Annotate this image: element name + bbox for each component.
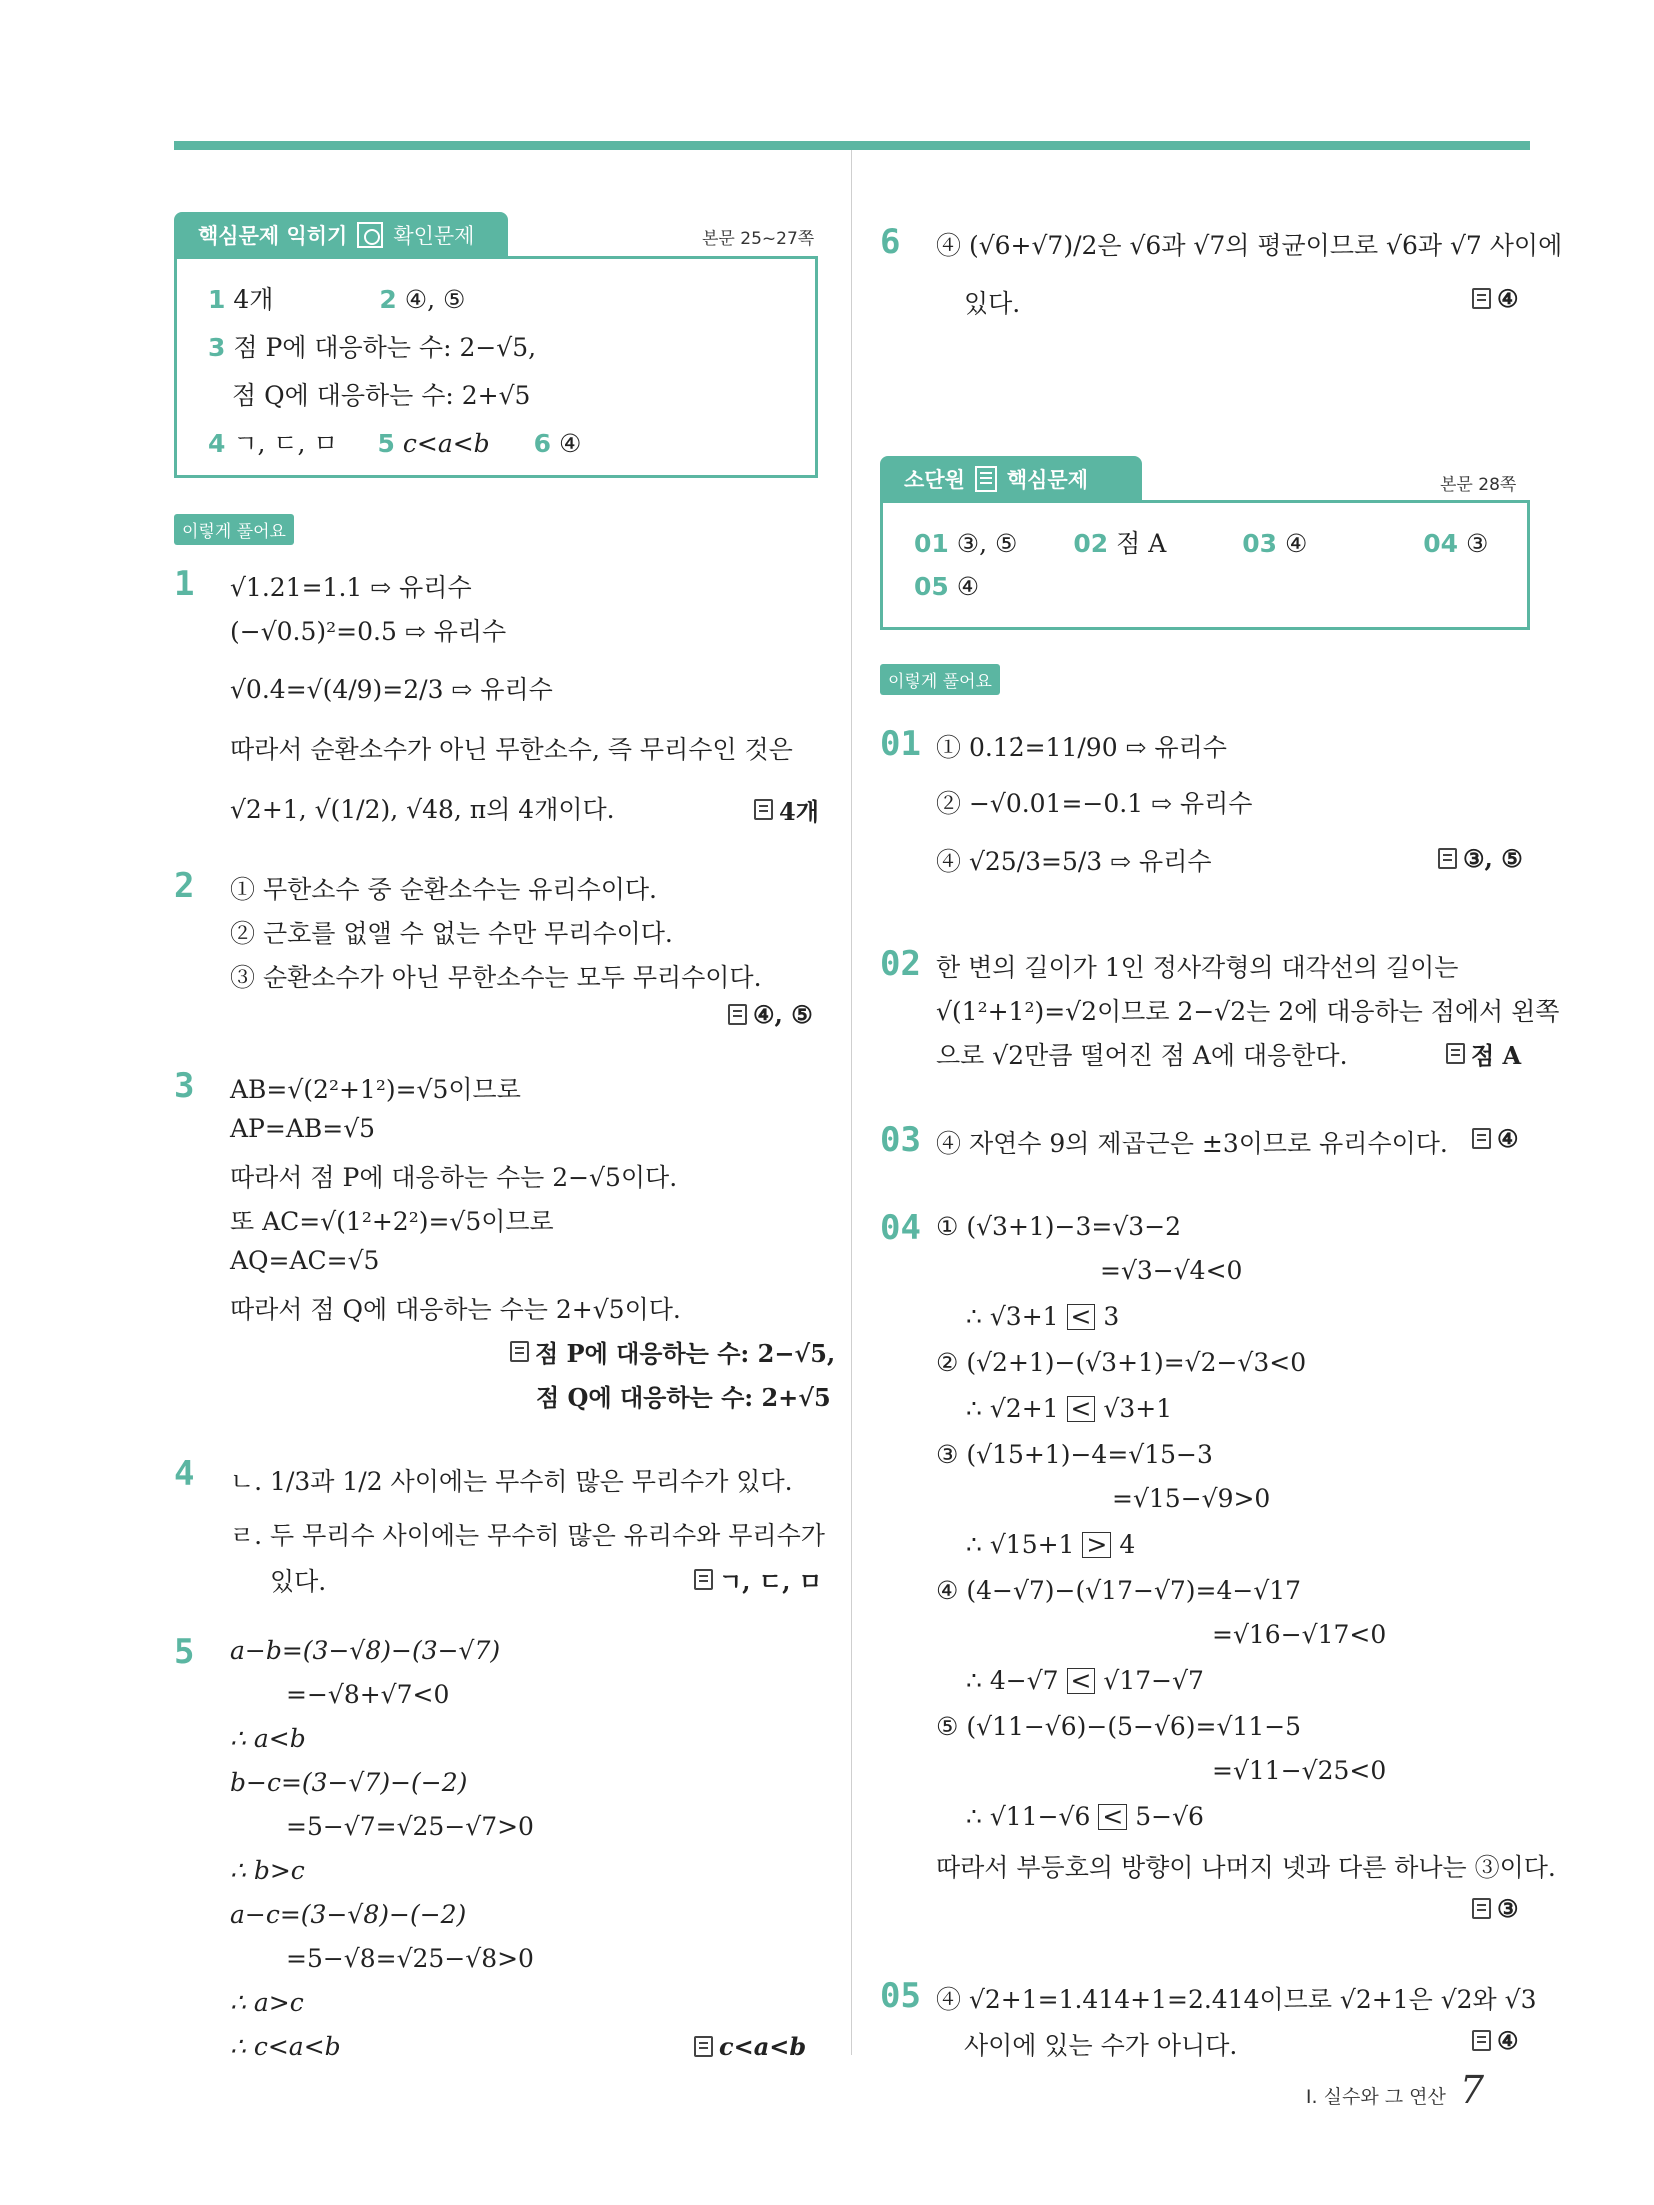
- document-icon: [975, 466, 997, 492]
- q02-line-2: √(1²+1²)=√2이므로 2−√2는 2에 대응하는 점에서 왼쪽: [936, 997, 1560, 1026]
- q04-line-3: ∴ √3+1 < 3: [966, 1302, 1120, 1331]
- right-box-title: 소단원: [904, 468, 965, 492]
- q03-number: 03: [880, 1120, 921, 1160]
- left-answer-row-2: 3 점 P에 대응하는 수: 2−√5,: [208, 333, 537, 362]
- answer-icon: [694, 2036, 713, 2057]
- p5-line-6: ∴ b>c: [230, 1856, 305, 1885]
- p3-line-4: 또 AC=√(1²+2²)=√5이므로: [230, 1207, 554, 1236]
- q04-line-4: ② (√2+1)−(√3+1)=√2−√3<0: [936, 1348, 1307, 1377]
- q01-line-1: ① 0.12̇=11/90 ⇨ 유리수: [936, 733, 1227, 762]
- answer-icon: [1472, 288, 1491, 309]
- q05-number: 05: [880, 1976, 921, 2016]
- q04-line-7: =√15−√9>0: [1112, 1484, 1271, 1513]
- q05-line-1: ④ √2+1=1.414+1=2.414이므로 √2+1은 √2와 √3: [936, 1985, 1537, 2014]
- p6-answer: ④: [1472, 284, 1519, 313]
- p4-line-2: ㄹ. 두 무리수 사이에는 무수히 많은 유리수와 무리수가: [230, 1521, 825, 1550]
- q04-line-9: ④ (4−√7)−(√17−√7)=4−√17: [936, 1576, 1302, 1605]
- answer-icon: [754, 799, 773, 820]
- p5-line-2: =−√8+√7<0: [286, 1680, 450, 1709]
- p3-line-3: 따라서 점 P에 대응하는 수는 2−√5이다.: [230, 1163, 678, 1192]
- p5-line-8: =5−√8=√25−√8>0: [286, 1944, 534, 1973]
- p2-line-3: ③ 순환소수가 아닌 무한소수는 모두 무리수이다.: [230, 963, 762, 992]
- top-rule: [174, 141, 1530, 150]
- answer-icon: [728, 1004, 747, 1025]
- q02-answer: 점 A: [1446, 1036, 1521, 1071]
- p4-answer: ㄱ, ㄷ, ㅁ: [694, 1562, 822, 1597]
- q01-line-2: ② −√0.01=−0.1 ⇨ 유리수: [936, 789, 1253, 818]
- left-answer-row-3: 점 Q에 대응하는 수: 2+√5: [232, 381, 531, 410]
- p2-line-2: ② 근호를 없앨 수 없는 수만 무리수이다.: [230, 919, 673, 948]
- answer-icon: [1472, 2030, 1491, 2051]
- right-box-page-ref: 본문 28쪽: [1440, 475, 1517, 495]
- p1-line-3: √0.4̇=√(4/9)=2/3 ⇨ 유리수: [230, 675, 553, 704]
- q04-line-12: ⑤ (√11−√6)−(5−√6)=√11−5: [936, 1712, 1302, 1741]
- problem-6-number: 6: [880, 222, 901, 262]
- p3-line-1: AB=√(2²+1²)=√5이므로: [230, 1075, 521, 1104]
- p2-line-1: ① 무한소수 중 순환소수는 유리수이다.: [230, 875, 657, 904]
- q02-line-1: 한 변의 길이가 1인 정사각형의 대각선의 길이는: [936, 953, 1459, 982]
- q03-answer: ④: [1472, 1124, 1519, 1153]
- problem-5-number: 5: [174, 1632, 195, 1672]
- left-answer-row-1: 1 4개 2 ④, ⑤: [208, 285, 466, 314]
- q01-number: 01: [880, 724, 921, 764]
- q05-line-2: 사이에 있는 수가 아니다.: [964, 2031, 1238, 2060]
- q03-line-1: ④ 자연수 9의 제곱근은 ±3이므로 유리수이다.: [936, 1129, 1448, 1158]
- p3-answer-2: 점 Q에 대응하는 수: 2+√5: [536, 1383, 831, 1412]
- p5-line-5: =5−√7=√25−√7>0: [286, 1812, 534, 1841]
- left-box-page-ref: 본문 25~27쪽: [702, 229, 815, 249]
- q04-line-15: 따라서 부등호의 방향이 나머지 넷과 다른 하나는 ③이다.: [936, 1853, 1556, 1882]
- problem-1-number: 1: [174, 564, 195, 604]
- q04-answer: ③: [1472, 1894, 1519, 1923]
- p3-line-5: AQ=AC=√5: [230, 1246, 380, 1275]
- answer-icon: [694, 1569, 713, 1590]
- right-answer-box: [880, 500, 1530, 630]
- left-box-subtitle: 확인문제: [393, 224, 475, 248]
- answer-icon: [1472, 1128, 1491, 1149]
- left-answer-row-4: 4 ㄱ, ㄷ, ㅁ 5 c<a<b 6 ④: [208, 429, 582, 458]
- q04-line-6: ③ (√15+1)−4=√15−3: [936, 1440, 1213, 1469]
- p5-line-9: ∴ a>c: [230, 1988, 304, 2017]
- q04-line-10: =√16−√17<0: [1212, 1620, 1387, 1649]
- left-box-title: 핵심문제 익히기: [198, 224, 348, 248]
- p5-line-7: a−c=(3−√8)−(−2): [230, 1900, 467, 1929]
- p1-answer: 4개: [754, 792, 819, 827]
- p5-line-1: a−b=(3−√8)−(3−√7): [230, 1636, 501, 1665]
- problem-4-number: 4: [174, 1454, 195, 1494]
- p4-line-3: 있다.: [270, 1567, 327, 1596]
- q04-line-13: =√11−√25<0: [1212, 1756, 1387, 1785]
- problem-2-number: 2: [174, 866, 195, 906]
- answer-icon: [1472, 1898, 1491, 1919]
- q01-line-3: ④ √25/3=5/3 ⇨ 유리수: [936, 847, 1212, 876]
- right-answer-row-2: 05 ④: [914, 572, 980, 601]
- p5-line-3: ∴ a<b: [230, 1724, 306, 1753]
- p6-line-1: ④ (√6+√7)/2은 √6과 √7의 평균이므로 √6과 √7 사이에: [936, 231, 1563, 260]
- p5-line-4: b−c=(3−√7)−(−2): [230, 1768, 468, 1797]
- q04-line-8: ∴ √15+1 > 4: [966, 1530, 1136, 1559]
- q04-line-11: ∴ 4−√7 < √17−√7: [966, 1666, 1204, 1695]
- page-footer: [1306, 2068, 1484, 2112]
- answer-icon: [510, 1341, 529, 1362]
- right-box-tab: [880, 456, 1142, 502]
- q04-number: 04: [880, 1208, 921, 1248]
- q04-line-5: ∴ √2+1 < √3+1: [966, 1394, 1173, 1423]
- q02-number: 02: [880, 944, 921, 984]
- left-box-tab: [174, 212, 508, 258]
- q02-line-3: 으로 √2만큼 떨어진 점 A에 대응한다.: [936, 1041, 1348, 1070]
- right-answer-row-1: 01 ③, ⑤ 02 점 A 03 ④ 04 ③: [914, 529, 1489, 558]
- explain-badge-right: 이렇게 풀어요: [880, 664, 1000, 695]
- q04-line-2: =√3−√4<0: [1100, 1256, 1243, 1285]
- chapter-label: I. 실수와 그 연산: [1305, 2086, 1446, 2108]
- p3-answer-1: 점 P에 대응하는 수: 2−√5,: [510, 1334, 835, 1369]
- p2-answer: ④, ⑤: [728, 1000, 813, 1029]
- p1-line-5: √2+1, √(1/2), √48, π의 4개이다.: [230, 795, 615, 824]
- page-number: 7: [1459, 2068, 1484, 2112]
- p1-line-2: (−√0.5)²=0.5 ⇨ 유리수: [230, 617, 507, 646]
- column-divider: [851, 150, 852, 2055]
- p4-line-1: ㄴ. 1/3과 1/2 사이에는 무수히 많은 무리수가 있다.: [230, 1467, 793, 1496]
- right-box-subtitle: 핵심문제: [1006, 468, 1089, 492]
- p1-line-4: 따라서 순환소수가 아닌 무한소수, 즉 무리수인 것은: [230, 735, 793, 764]
- explain-badge-left: 이렇게 풀어요: [174, 514, 294, 545]
- p5-line-10: ∴ c<a<b: [230, 2032, 341, 2061]
- q05-answer: ④: [1472, 2026, 1519, 2055]
- answer-icon: [1438, 848, 1457, 869]
- p6-line-2: 있다.: [964, 289, 1021, 318]
- magnifier-icon: [357, 222, 383, 248]
- p3-line-2: AP=AB=√5: [230, 1114, 376, 1143]
- p5-answer: c<a<b: [694, 2032, 806, 2061]
- q04-line-1: ① (√3+1)−3=√3−2: [936, 1212, 1182, 1241]
- q04-line-14: ∴ √11−√6 < 5−√6: [966, 1802, 1204, 1831]
- problem-3-number: 3: [174, 1066, 195, 1106]
- p3-line-6: 따라서 점 Q에 대응하는 수는 2+√5이다.: [230, 1295, 681, 1324]
- q01-answer: ③, ⑤: [1438, 844, 1523, 873]
- p1-line-1: √1.21=1.1 ⇨ 유리수: [230, 573, 472, 602]
- answer-icon: [1446, 1043, 1465, 1064]
